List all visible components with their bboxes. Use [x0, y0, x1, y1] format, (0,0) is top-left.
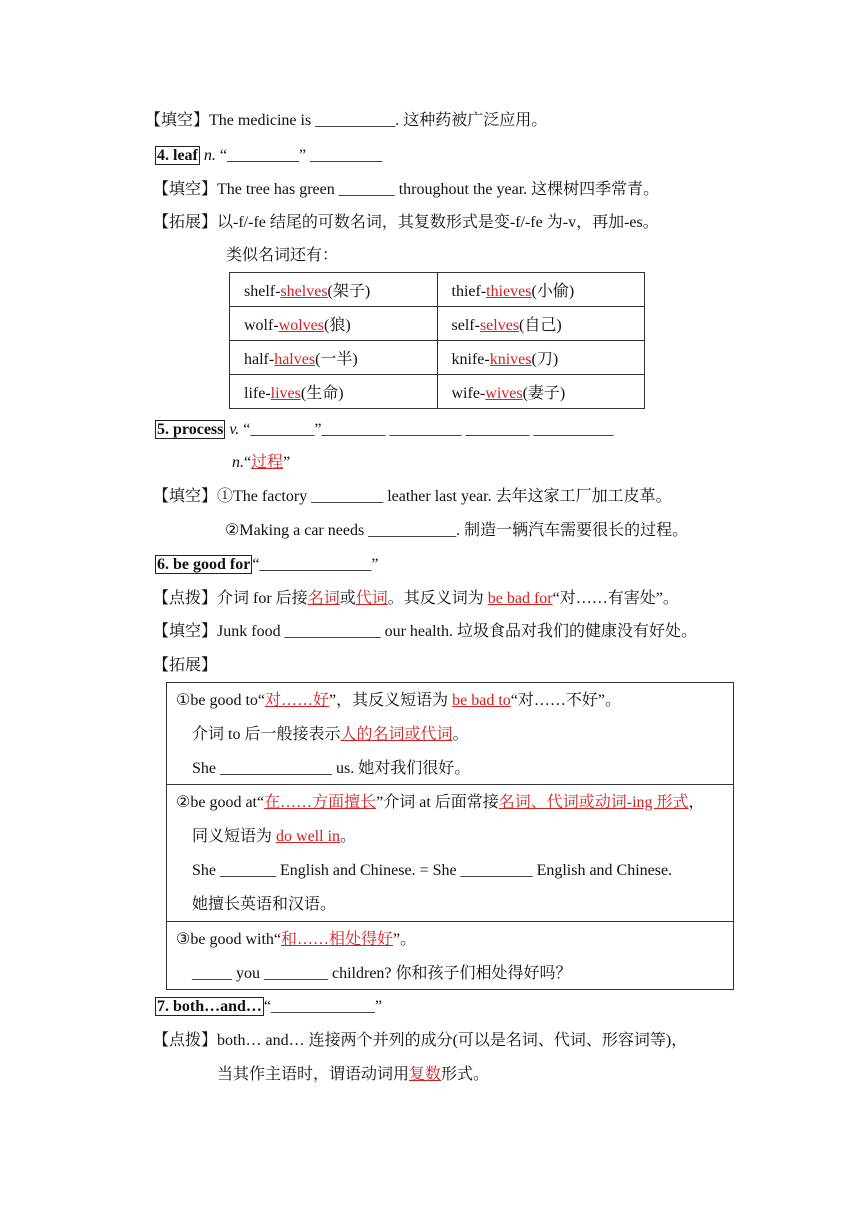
- extension-be-good-at: ②be good at“在……方面擅长”介词 at 后面常接名词、代词或动词-ing 形式， 同义短语为 do well in。 She _______ English and Chinese. = She _________ English and Chinese. 她擅长英语和汉语。: [167, 785, 733, 922]
- process-fill-2: ②Making a car needs ___________. 制造一辆汽车需要很长的过程。: [225, 522, 689, 539]
- extension-be-good-to: ①be good to“对……好”，其反义短语为 be bad to“对……不好”。 介词 to 后一般接表示人的名词或代词。 She ______________ us. 她对我们很好。: [167, 683, 733, 785]
- leaf-fill: 【填空】The tree has green _______ throughout the year. 这棵树四季常青。: [153, 181, 660, 198]
- leaf-extension: 【拓展】以-f/-fe 结尾的可数名词，其复数形式是变-f/-fe 为-v，再加-es。: [153, 214, 659, 231]
- leaf-heading: 4. leaf n. “_________” _________: [157, 147, 383, 164]
- table-row: life-lives(生命) wife-wives(妻子): [230, 375, 645, 409]
- table-row: half-halves(一半) knife-knives(刀): [230, 341, 645, 375]
- extension-box: [166, 682, 734, 990]
- process-noun: n.“过程”: [232, 454, 291, 471]
- similar-nouns-label: 类似名词还有：: [226, 247, 339, 264]
- both-heading: 7. both…and… “_____________”: [157, 998, 383, 1015]
- plural-table: [229, 272, 645, 409]
- both-tip-2: 当其作主语时，谓语动词用复数形式。: [217, 1066, 490, 1083]
- term-leaf: 4. leaf: [157, 147, 198, 164]
- begood-fill: 【填空】Junk food ____________ our health. 垃圾食品对我们的健康没有好处。: [153, 623, 697, 640]
- begood-tip: 【点拨】介词 for 后接名词或代词。其反义词为 be bad for“对……有害处”。: [153, 590, 679, 607]
- table-row: shelf-shelves(架子) thief-thieves(小偷): [230, 273, 645, 307]
- term-be-good-for: 6. be good for: [157, 556, 251, 573]
- process-heading: 5. process v. “________”________ _________ ________ __________: [157, 421, 614, 438]
- table-row: wolf-wolves(狼) self-selves(自己): [230, 307, 645, 341]
- term-both-and: 7. both…and…: [157, 998, 262, 1015]
- fill-medicine: 【填空】The medicine is __________. 这种药被广泛应用。: [145, 112, 548, 129]
- begood-heading: 6. be good for “______________”: [157, 556, 379, 573]
- begood-extension-label: 【拓展】: [153, 657, 218, 674]
- term-process: 5. process: [157, 421, 224, 438]
- both-tip: 【点拨】both… and… 连接两个并列的成分(可以是名词、代词、形容词等)，: [153, 1032, 688, 1049]
- extension-be-good-with: ③be good with“和……相处得好”。 _____ you ________ children? 你和孩子们相处得好吗？: [176, 931, 572, 982]
- process-fill-1: 【填空】①The factory _________ leather last year. 去年这家工厂加工皮革。: [153, 488, 672, 505]
